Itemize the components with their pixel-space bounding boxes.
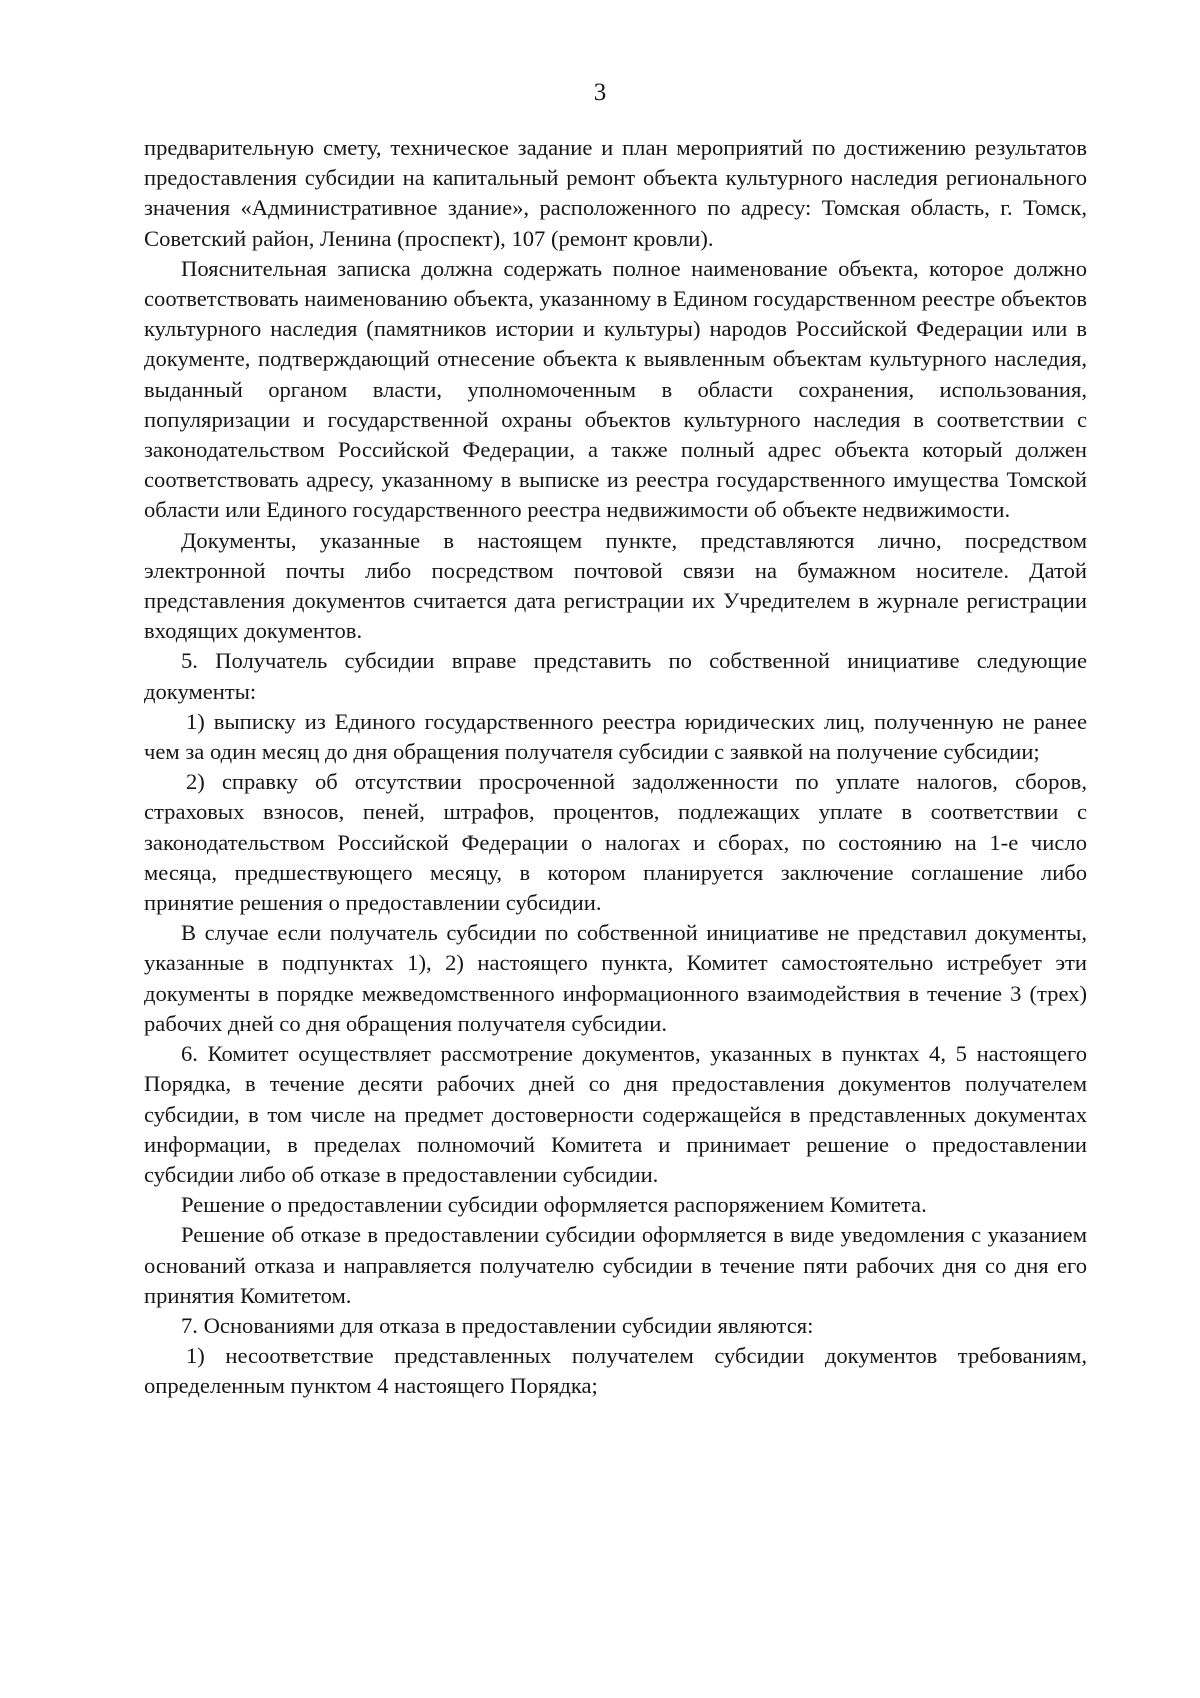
page-number: 3 <box>593 79 607 106</box>
document-body <box>144 133 1087 1402</box>
paragraph-item-5-sub-2: 2) справку об отсутствии просроченной задолженности по уплате налогов, сборов, страховых взносов, пеней, штрафов, процентов, подлежащих уплате в соответствии с законодательством Российской Федерации о налогах и сборах, по состоянию на 1-е число месяца, предшествующего месяцу, в котором планируется заключение соглашение либо принятие решения о предоставлении субсидии. <box>144 769 1087 916</box>
paragraph-grant-decision: Решение о предоставлении субсидии оформляется распоряжением Комитета. <box>181 1192 927 1218</box>
paragraph-item-7-sub-1: 1) несоответствие представленных получателем субсидии документов требованиям, определенным пунктом 4 настоящего Порядка; <box>144 1343 1087 1399</box>
paragraph-interagency-request: В случае если получатель субсидии по собственной инициативе не представил документы, указанные в подпунктах 1), 2) настоящего пункта, Комитет самостоятельно истребует эти документы в порядке межведомственного информационного взаимодействия в течение 3 (трех) рабочих дней со дня обращения получателя субсидии. <box>144 920 1087 1036</box>
paragraph-estimate-continuation: предварительную смету, техническое задание и план мероприятий по достижению результатов предоставления субсидии на капитальный ремонт объекта культурного наследия регионального значения «Административное здание», расположенного по адресу: Томская область, г. Томск, Советский район, Ленина (проспект), 107 (ремонт кровли). <box>144 135 1087 251</box>
paragraph-item-7: 7. Основаниями для отказа в предоставлении субсидии являются: <box>181 1312 814 1338</box>
paragraph-item-5: 5. Получатель субсидии вправе представить по собственной инициативе следующие документы: <box>144 648 1087 704</box>
paragraph-item-5-sub-1: 1) выписку из Единого государственного реестра юридических лиц, полученную не ранее чем за один месяц до дня обращения получателя субсидии с заявкой на получение субсидии; <box>144 708 1087 765</box>
paragraph-explanatory-note: Пояснительная записка должна содержать полное наименование объекта, которое должно соответствовать наименованию объекта, указанному в Едином государственном реестре объектов культурного наследия (памятников истории и культуры) народов Российской Федерации или в документе, подтверждающий отнесение объекта к выявленным объектам культурного наследия, выданный органом власти, уполномоченным в области сохранения, использования, популяризации и государственной охраны объектов культурного наследия в соответствии с законодательством Российской Федерации, а также полный адрес объекта который должен соответствовать адресу, указанному в выписке из реестра государственного имущества Томской области или Единого государственного реестра недвижимости об объекте недвижимости. <box>144 255 1087 523</box>
paragraph-document-submission: Документы, указанные в настоящем пункте, представляются лично, посредством электронной почты либо посредством почтовой связи на бумажном носителе. Датой представления документов считается дата регистрации их Учредителем в журнале регистрации входящих документов. <box>144 527 1087 644</box>
paragraph-item-6: 6. Комитет осуществляет рассмотрение документов, указанных в пунктах 4, 5 настоящего Порядка, в течение десяти рабочих дней со дня предоставления документов получателем субсидии, в том числе на предмет достоверности содержащейся в представленных документах информации, в пределах полномочий Комитета и принимает решение о предоставлении субсидии либо об отказе в предоставлении субсидии. <box>144 1041 1087 1187</box>
paragraph-refusal-decision: Решение об отказе в предоставлении субсидии оформляется в виде уведомления с указанием оснований отказа и направляется получателю субсидии в течение пяти рабочих дня со дня его принятия Комитетом. <box>144 1222 1087 1308</box>
